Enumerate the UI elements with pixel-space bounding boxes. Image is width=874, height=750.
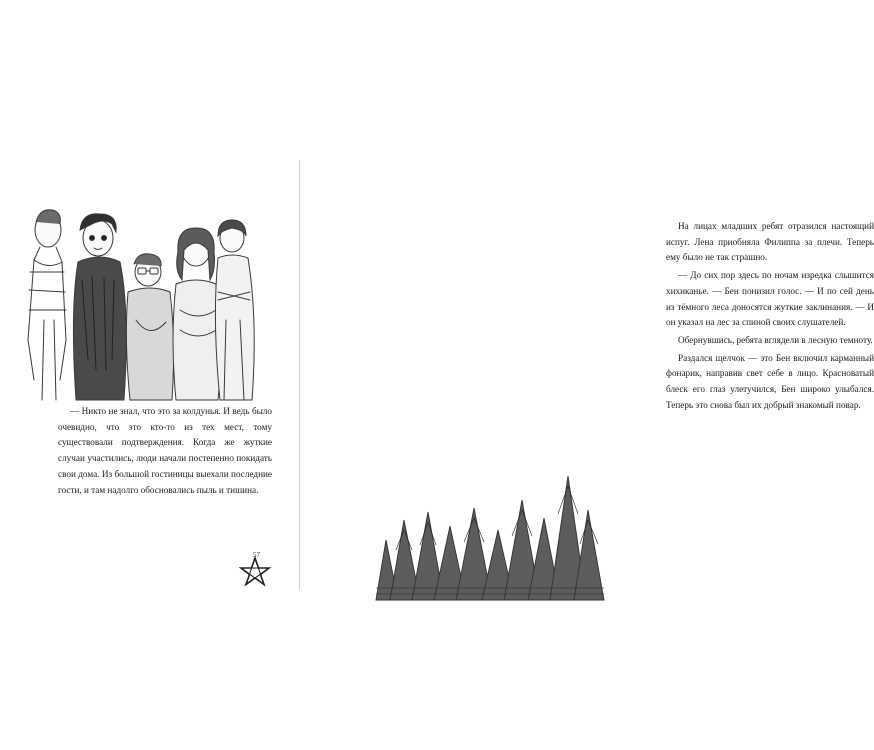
right-page — [300, 0, 874, 750]
left-page-text — [58, 404, 272, 498]
paragraph: — Никто не знал, что это за колдунья. И ведь было очевидно, что это кто-то из тех мест, тому существовали подтверждения. Когда же жуткие случаи участились, люди начали постепенно покидать свои дома. Из большой гостиницы выехали последние гости, и там надолго обосновались пыль и тишина. — [58, 406, 272, 495]
forest-illustration — [376, 470, 604, 600]
paragraph: Обернувшись, ребята вглядели в лесную темноту. — [678, 334, 873, 345]
children-illustration — [20, 200, 260, 405]
right-page-text — [666, 219, 874, 413]
paragraph: Раздался щелчок — это Бен включил карманный фонарик, направив свет себе в лицо. Красноватый блеск его глаз улетучился, Бен широко улыбался. Теперь это снова был их добрый знакомый повар. — [666, 352, 874, 410]
paragraph: — До сих пор здесь по ночам изредка слышится хихиканье. — Бен понизил голос. — И по сей день из тёмного леса доносятся жуткие заклинания. — И он указал на лес за спиной своих слушателей. — [666, 270, 874, 328]
pentagram-icon — [240, 556, 270, 586]
page-number: 57 — [253, 551, 260, 559]
paragraph: На лицах младших ребят отразился настоящий испуг. Лена приобняла Филиппа за плечи. Теперь ему было не так страшно. — [666, 221, 874, 263]
left-page — [0, 0, 300, 750]
